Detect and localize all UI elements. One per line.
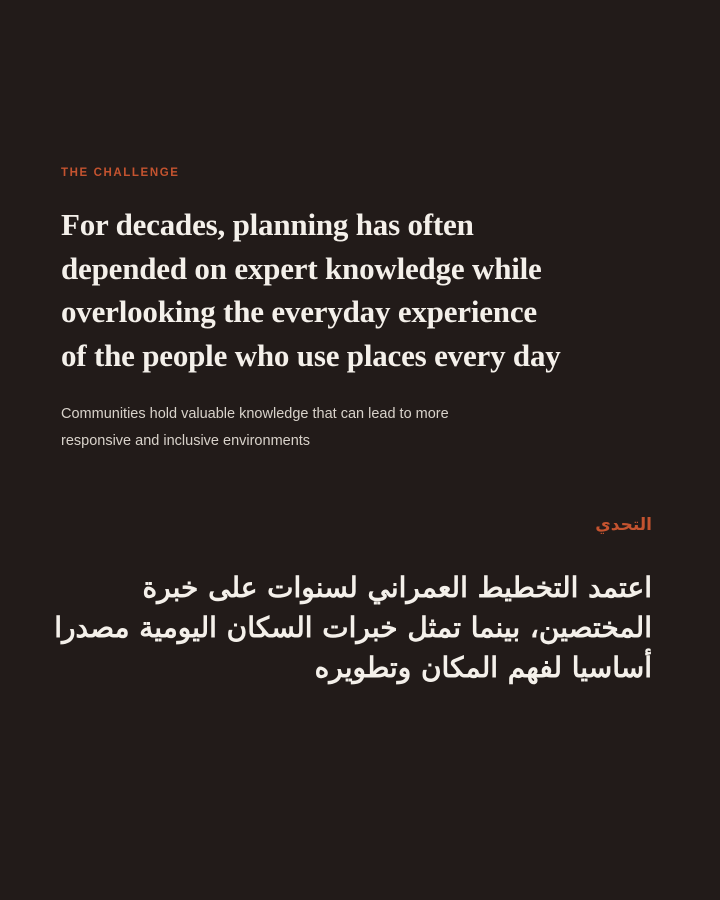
section-eyebrow-english: THE CHALLENGE — [61, 167, 180, 179]
subtext-english — [61, 401, 681, 455]
headline-line: overlooking the everyday experience — [61, 294, 537, 329]
headline-line-arabic: أساسيا لفهم المكان وتطويره — [314, 651, 652, 684]
headline-line: For decades, planning has often — [61, 207, 474, 242]
headline-line-arabic: المختصين، بينما تمثل خبرات السكان اليومية مصدرا — [54, 611, 652, 644]
subtext-line: Communities hold valuable knowledge that can lead to more — [61, 406, 449, 422]
headline-english — [61, 203, 681, 377]
headline-line: of the people who use places every day — [61, 337, 561, 373]
english-section — [61, 165, 681, 455]
arabic-section — [52, 510, 652, 688]
section-eyebrow-arabic: التحدي — [595, 515, 652, 535]
subtext-line: responsive and inclusive environments — [61, 433, 311, 449]
headline-line-arabic: اعتمد التخطيط العمراني لسنوات على خبرة — [142, 571, 652, 604]
headline-arabic — [52, 568, 652, 688]
headline-line: depended on expert knowledge while — [61, 250, 542, 286]
